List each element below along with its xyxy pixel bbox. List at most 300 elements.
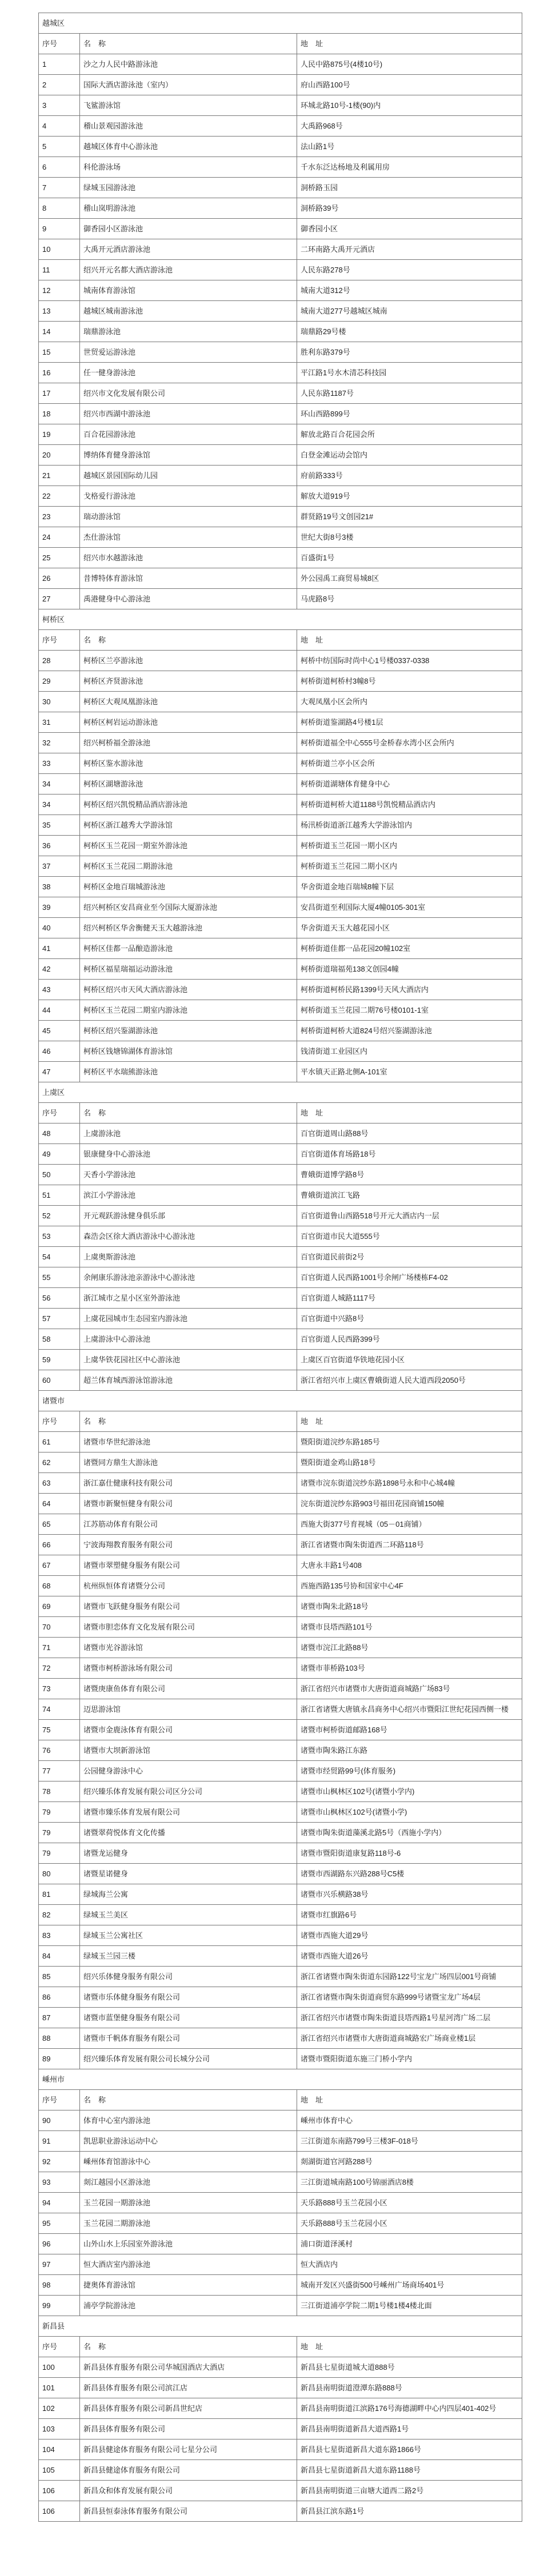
- pool-address: 百盛街1号: [297, 548, 522, 568]
- pool-address: 三江街道城南路100号锦丽酒店8楼: [297, 2172, 522, 2193]
- table-row: [39, 1781, 522, 1802]
- table-row: [39, 1823, 522, 1843]
- pool-address: 三江街道东南路799号三楼3F-018号: [297, 2131, 522, 2152]
- section-row: [39, 2069, 522, 2090]
- table-row: [39, 2213, 522, 2234]
- row-number: 58: [39, 1329, 80, 1350]
- pool-name: 滨江小学游泳池: [80, 1185, 297, 1206]
- pool-name: 柯桥区绍兴凯悦精品酒店游泳池: [80, 795, 297, 815]
- row-number: 31: [39, 712, 80, 733]
- table-row: [39, 1761, 522, 1781]
- row-number: 85: [39, 1967, 80, 1987]
- row-number: 77: [39, 1761, 80, 1781]
- row-number: 62: [39, 1452, 80, 1473]
- pool-address: 平江路1号水木清芯科技园: [297, 363, 522, 383]
- pool-address: 新昌县江滨东路1号: [297, 2501, 522, 2522]
- table-row: [39, 1514, 522, 1535]
- section-title: 越城区: [39, 13, 522, 34]
- pool-address: 浣东街道浣纱东路903号福田花园商铺150幢: [297, 1494, 522, 1514]
- pool-address: 洞桥路39号: [297, 198, 522, 219]
- row-number: 35: [39, 815, 80, 836]
- pool-address: 诸暨市暨阳街道东施三门桥小学内: [297, 2049, 522, 2069]
- row-number: 92: [39, 2152, 80, 2172]
- row-number: 45: [39, 1021, 80, 1041]
- table-row: [39, 1864, 522, 1884]
- table-row: [39, 1288, 522, 1309]
- table-row: [39, 301, 522, 322]
- pool-name: 柯桥区钱塘锦湖体育游泳馆: [80, 1041, 297, 1062]
- pool-address: 法山路1号: [297, 137, 522, 157]
- pool-table: [38, 13, 522, 2522]
- pool-address: 诸暨市陶朱路江东路: [297, 1740, 522, 1761]
- table-row: [39, 383, 522, 404]
- row-number: 6: [39, 157, 80, 178]
- row-number: 48: [39, 1124, 80, 1144]
- table-row: [39, 795, 522, 815]
- pool-name: 玉兰花园二期游泳池: [80, 2213, 297, 2234]
- pool-name: 诸暨市光谷游泳馆: [80, 1638, 297, 1658]
- pool-address: 环山西路899号: [297, 404, 522, 424]
- pool-address: 诸暨市菲桥路103号: [297, 1658, 522, 1679]
- pool-address: 诸暨市陶朱街道藻溪北路5号（西施小学内）: [297, 1823, 522, 1843]
- section-row: [39, 1391, 522, 1411]
- pool-address: 百官街道人民西路399号: [297, 1329, 522, 1350]
- row-number: 3: [39, 95, 80, 116]
- pool-address: 嵊州市体育中心: [297, 2110, 522, 2131]
- pool-address: 大禹路968号: [297, 116, 522, 137]
- pool-name: 柯桥区兰亭游泳池: [80, 651, 297, 671]
- row-number: 60: [39, 1370, 80, 1391]
- pool-name: 世贸爱运游泳池: [80, 342, 297, 363]
- table-row: [39, 1843, 522, 1864]
- header-address: 地 址: [297, 1103, 522, 1124]
- pool-name: 上虞花园城市生态园室内游泳池: [80, 1309, 297, 1329]
- pool-name: 柯桥区鉴水游泳池: [80, 753, 297, 774]
- pool-address: 天乐路888号玉兰花园小区: [297, 2213, 522, 2234]
- row-number: 11: [39, 260, 80, 280]
- row-number: 82: [39, 1905, 80, 1925]
- table-row: [39, 692, 522, 712]
- pool-address: 胜利东路379号: [297, 342, 522, 363]
- table-row: [39, 507, 522, 527]
- row-number: 105: [39, 2460, 80, 2481]
- header-row: [39, 34, 522, 54]
- table-row: [39, 404, 522, 424]
- pool-address: 百官街道人民西路1001号余闸广场楼栋F4-02: [297, 1267, 522, 1288]
- pool-name: 新昌县体育服务有限公司滨江店: [80, 2378, 297, 2398]
- table-row: [39, 815, 522, 836]
- table-row: [39, 157, 522, 178]
- table-row: [39, 2172, 522, 2193]
- table-row: [39, 1370, 522, 1391]
- table-row: [39, 1309, 522, 1329]
- pool-address: 浙江省诸暨市陶朱街道西二环路118号: [297, 1535, 522, 1555]
- pool-name: 剡江越园小区游泳池: [80, 2172, 297, 2193]
- row-number: 91: [39, 2131, 80, 2152]
- table-row: [39, 568, 522, 589]
- pool-address: 暨阳街道金鸡山路18号: [297, 1452, 522, 1473]
- header-address: 地 址: [297, 2090, 522, 2110]
- row-number: 34: [39, 795, 80, 815]
- row-number: 101: [39, 2378, 80, 2398]
- row-number: 33: [39, 753, 80, 774]
- header-number: 序号: [39, 34, 80, 54]
- table-row: [39, 1206, 522, 1226]
- pool-address: 柯桥街道佳都一品花园20幢102室: [297, 938, 522, 959]
- pool-address: 环城北路10号-1楼(90)内: [297, 95, 522, 116]
- row-number: 10: [39, 239, 80, 260]
- pool-name: 诸暨市金鹿泳体育有限公司: [80, 1720, 297, 1740]
- row-number: 19: [39, 424, 80, 445]
- pool-name: 天香小学游泳池: [80, 1165, 297, 1185]
- table-row: [39, 1967, 522, 1987]
- table-row: [39, 466, 522, 486]
- pool-address: 柯桥街道柯桥民路1399号天风大酒店内: [297, 980, 522, 1000]
- section-title: 上虞区: [39, 1082, 522, 1103]
- row-number: 74: [39, 1699, 80, 1720]
- pool-address: 柯桥街道兰亭小区会所: [297, 753, 522, 774]
- pool-name: 山外山水上乐园室外游泳池: [80, 2234, 297, 2254]
- row-number: 24: [39, 527, 80, 548]
- table-row: [39, 1699, 522, 1720]
- pool-address: 新昌县七星街道新昌大道东路1866号: [297, 2439, 522, 2460]
- pool-name: 柯桥区大观凤凰游泳池: [80, 692, 297, 712]
- table-row: [39, 918, 522, 938]
- row-number: 37: [39, 856, 80, 877]
- table-row: [39, 342, 522, 363]
- pool-name: 诸暨市柯桥游泳场有限公司: [80, 1658, 297, 1679]
- header-row: [39, 2337, 522, 2357]
- row-number: 50: [39, 1165, 80, 1185]
- pool-address: 剡湖街道官河路288号: [297, 2152, 522, 2172]
- pool-address: 解放大道919号: [297, 486, 522, 507]
- pool-name: 体育中心室内游泳池: [80, 2110, 297, 2131]
- table-row: [39, 548, 522, 568]
- pool-name: 绍兴柯桥福全游泳池: [80, 733, 297, 753]
- row-number: 103: [39, 2419, 80, 2439]
- table-row: [39, 1884, 522, 1905]
- table-row: [39, 2419, 522, 2439]
- table-row: [39, 280, 522, 301]
- pool-address: 上虞区百官街道华铁地花园小区: [297, 1350, 522, 1370]
- row-number: 56: [39, 1288, 80, 1309]
- table-row: [39, 2460, 522, 2481]
- row-number: 79: [39, 1823, 80, 1843]
- table-row: [39, 239, 522, 260]
- pool-address: 西施大街377号育视城（05－01商铺）: [297, 1514, 522, 1535]
- pool-name: 杭州纵恒体育诸暨分公司: [80, 1576, 297, 1596]
- header-name: 名 称: [80, 2090, 297, 2110]
- pool-address: 新昌县南明街道江滨路176号海德湖畔中心内四层401-402号: [297, 2398, 522, 2419]
- pool-name: 上虞游泳池: [80, 1124, 297, 1144]
- table-row: [39, 424, 522, 445]
- pool-address: 天乐路888号玉兰花园小区: [297, 2193, 522, 2213]
- pool-name: 御香园小区游泳池: [80, 219, 297, 239]
- section-title: 嵊州市: [39, 2069, 522, 2090]
- row-number: 81: [39, 1884, 80, 1905]
- table-row: [39, 2234, 522, 2254]
- table-row: [39, 1720, 522, 1740]
- row-number: 71: [39, 1638, 80, 1658]
- pool-name: 稽山岚明游泳池: [80, 198, 297, 219]
- pool-name: 新昌众和体育发展有限公司: [80, 2481, 297, 2501]
- row-number: 106: [39, 2481, 80, 2501]
- table-row: [39, 95, 522, 116]
- row-number: 47: [39, 1062, 80, 1082]
- table-row: [39, 1925, 522, 1946]
- header-name: 名 称: [80, 630, 297, 651]
- pool-name: 浦亭学院游泳池: [80, 2296, 297, 2316]
- row-number: 64: [39, 1494, 80, 1514]
- pool-address: 诸暨市柯桥街道邮路168号: [297, 1720, 522, 1740]
- pool-address: 府山西路100号: [297, 75, 522, 95]
- pool-name: 柯桥区玉兰花园二期室内游泳池: [80, 1000, 297, 1021]
- pool-name: 绿城玉园游泳池: [80, 178, 297, 198]
- pool-address: 诸暨市西施大道26号: [297, 1946, 522, 1967]
- table-row: [39, 2398, 522, 2419]
- pool-name: 诸暨市臻乐体育发展有限公司: [80, 1802, 297, 1823]
- row-number: 66: [39, 1535, 80, 1555]
- table-row: [39, 1802, 522, 1823]
- pool-address: 城南大道277号越城区城南: [297, 301, 522, 322]
- header-address: 地 址: [297, 630, 522, 651]
- pool-address: 诸暨市西施大道29号: [297, 1925, 522, 1946]
- pool-name: 任一健身游泳池: [80, 363, 297, 383]
- pool-name: 诸暨市翠塑健身服务有限公司: [80, 1555, 297, 1576]
- pool-address: 恒大酒店内: [297, 2254, 522, 2275]
- row-number: 98: [39, 2275, 80, 2296]
- pool-name: 森浩会区徐大酒店游泳中心游泳池: [80, 1226, 297, 1247]
- pool-address: 柯桥街道瑞福苑138文创园4幢: [297, 959, 522, 980]
- pool-list-page: [38, 0, 522, 2527]
- pool-name: 新昌县健途体育服务有限公司七星分公司: [80, 2439, 297, 2460]
- pool-address: 千水东泛达杨地及利属用房: [297, 157, 522, 178]
- row-number: 12: [39, 280, 80, 301]
- pool-name: 诸暨市蓝堡健身服务有限公司: [80, 2008, 297, 2028]
- pool-name: 柯桥区金地百瑞城游泳池: [80, 877, 297, 897]
- table-row: [39, 959, 522, 980]
- section-title: 新昌县: [39, 2316, 522, 2337]
- row-number: 32: [39, 733, 80, 753]
- row-number: 73: [39, 1679, 80, 1699]
- pool-name: 绍兴市水越游泳池: [80, 548, 297, 568]
- pool-address: 安昌街道至利国际大厦4幢0105-301室: [297, 897, 522, 918]
- row-number: 51: [39, 1185, 80, 1206]
- row-number: 76: [39, 1740, 80, 1761]
- pool-name: 新昌县体育服务有限公司: [80, 2419, 297, 2439]
- table-row: [39, 1185, 522, 1206]
- section-title: 柯桥区: [39, 609, 522, 630]
- table-row: [39, 75, 522, 95]
- table-row: [39, 1041, 522, 1062]
- table-row: [39, 1144, 522, 1165]
- table-row: [39, 2110, 522, 2131]
- pool-name: 凯思职业游泳运动中心: [80, 2131, 297, 2152]
- row-number: 26: [39, 568, 80, 589]
- pool-address: 新昌县七星街道城大道888号: [297, 2357, 522, 2378]
- pool-address: 柯桥街道福全中心555号金桥春水湾小区会所内: [297, 733, 522, 753]
- table-row: [39, 733, 522, 753]
- header-name: 名 称: [80, 2337, 297, 2357]
- pool-name: 戈格爱行游泳池: [80, 486, 297, 507]
- row-number: 104: [39, 2439, 80, 2460]
- header-name: 名 称: [80, 1103, 297, 1124]
- row-number: 100: [39, 2357, 80, 2378]
- pool-name: 柯桥区柯岩运动游泳池: [80, 712, 297, 733]
- row-number: 63: [39, 1473, 80, 1494]
- section-row: [39, 1082, 522, 1103]
- row-number: 80: [39, 1864, 80, 1884]
- pool-name: 柯桥区浙江越秀大学游泳馆: [80, 815, 297, 836]
- row-number: 88: [39, 2028, 80, 2049]
- pool-address: 曹娥街道博学路8号: [297, 1165, 522, 1185]
- table-row: [39, 856, 522, 877]
- table-row: [39, 1740, 522, 1761]
- row-number: 38: [39, 877, 80, 897]
- pool-name: 诸暨翠荷悦体育文化传播: [80, 1823, 297, 1843]
- row-number: 40: [39, 918, 80, 938]
- pool-address: 浙江省绍兴市诸暨市大唐街道商城路广场83号: [297, 1679, 522, 1699]
- pool-name: 诸暨龙运健身: [80, 1843, 297, 1864]
- pool-address: 洞桥路玉园: [297, 178, 522, 198]
- pool-name: 绍兴臻乐体育发展有限公司区分公司: [80, 1781, 297, 1802]
- pool-name: 诸暨同方鼎生大游泳池: [80, 1452, 297, 1473]
- pool-name: 嵊州体育馆游泳中心: [80, 2152, 297, 2172]
- row-number: 78: [39, 1781, 80, 1802]
- row-number: 89: [39, 2049, 80, 2069]
- row-number: 90: [39, 2110, 80, 2131]
- row-number: 25: [39, 548, 80, 568]
- row-number: 21: [39, 466, 80, 486]
- pool-address: 百官街道中兴路8号: [297, 1309, 522, 1329]
- pool-address: 诸暨市红旗路6号: [297, 1905, 522, 1925]
- header-address: 地 址: [297, 2337, 522, 2357]
- pool-name: 诸暨市华世纪游泳池: [80, 1432, 297, 1452]
- table-row: [39, 1658, 522, 1679]
- row-number: 14: [39, 322, 80, 342]
- pool-name: 新昌县恒泰泳体育服务有限公司: [80, 2501, 297, 2522]
- row-number: 22: [39, 486, 80, 507]
- table-row: [39, 2378, 522, 2398]
- pool-name: 博纳体育健身游泳馆: [80, 445, 297, 466]
- pool-address: 浙江省绍兴市上虞区曹娥街道人民大道西段2050号: [297, 1370, 522, 1391]
- row-number: 96: [39, 2234, 80, 2254]
- pool-address: 新昌县七星街道新昌大道东路1188号: [297, 2460, 522, 2481]
- pool-name: 诸暨市大坝新游泳馆: [80, 1740, 297, 1761]
- pool-name: 柯桥区玉兰花园二期游泳池: [80, 856, 297, 877]
- row-number: 93: [39, 2172, 80, 2193]
- pool-address: 诸暨市浣江北路88号: [297, 1638, 522, 1658]
- pool-address: 诸暨市艮塔西路101号: [297, 1617, 522, 1638]
- row-number: 99: [39, 2296, 80, 2316]
- pool-address: 浙江省诸暨市陶朱街道商贸东路999号诸暨宝龙广场4层: [297, 1987, 522, 2008]
- pool-address: 新昌县南明街道新昌大道西路1号: [297, 2419, 522, 2439]
- pool-address: 柯桥街道柯桥村3幢8号: [297, 671, 522, 692]
- row-number: 97: [39, 2254, 80, 2275]
- pool-address: 诸暨市山枫林区102号(诸暨小学内): [297, 1781, 522, 1802]
- table-row: [39, 1226, 522, 1247]
- pool-name: 柯桥区佳都一品酿造游泳池: [80, 938, 297, 959]
- row-number: 29: [39, 671, 80, 692]
- pool-name: 绍兴开元名都大酒店游泳池: [80, 260, 297, 280]
- table-row: [39, 651, 522, 671]
- table-row: [39, 1946, 522, 1967]
- pool-address: 群贤路19号文创园21#: [297, 507, 522, 527]
- pool-address: 新昌县南明街道三亩塘大道西二路2号: [297, 2481, 522, 2501]
- pool-address: 诸暨市西湖路东兴路288号C5楼: [297, 1864, 522, 1884]
- pool-address: 瑞鼎路29号楼: [297, 322, 522, 342]
- pool-name: 柯桥区绍兴市天风大酒店游泳池: [80, 980, 297, 1000]
- header-address: 地 址: [297, 34, 522, 54]
- pool-name: 城南体育游泳馆: [80, 280, 297, 301]
- table-row: [39, 137, 522, 157]
- pool-address: 曹娥街道滨江飞路: [297, 1185, 522, 1206]
- pool-address: 大观凤凰小区会所内: [297, 692, 522, 712]
- pool-name: 绍兴柯桥区华舍衡健天玉大越游泳池: [80, 918, 297, 938]
- table-row: [39, 1555, 522, 1576]
- pool-name: 柯桥区玉兰花园一期室外游泳池: [80, 836, 297, 856]
- row-number: 87: [39, 2008, 80, 2028]
- table-row: [39, 1165, 522, 1185]
- table-row: [39, 1576, 522, 1596]
- header-number: 序号: [39, 1103, 80, 1124]
- table-row: [39, 1452, 522, 1473]
- row-number: 94: [39, 2193, 80, 2213]
- pool-address: 百官街道人城路1117号: [297, 1288, 522, 1309]
- row-number: 79: [39, 1843, 80, 1864]
- pool-name: 柯桥区福星瑞福运动游泳池: [80, 959, 297, 980]
- row-number: 23: [39, 507, 80, 527]
- row-number: 83: [39, 1925, 80, 1946]
- row-number: 39: [39, 897, 80, 918]
- table-row: [39, 589, 522, 609]
- table-row: [39, 1535, 522, 1555]
- pool-address: 杨汛桥街道浙江越秀大学游泳馆内: [297, 815, 522, 836]
- pool-name: 杰仕游泳馆: [80, 527, 297, 548]
- table-row: [39, 1473, 522, 1494]
- pool-address: 三江街道浦亭学院二期1号楼1楼4楼北面: [297, 2296, 522, 2316]
- row-number: 53: [39, 1226, 80, 1247]
- table-row: [39, 1021, 522, 1041]
- pool-address: 诸暨市兴乐横路38号: [297, 1884, 522, 1905]
- row-number: 4: [39, 116, 80, 137]
- table-row: [39, 116, 522, 137]
- table-row: [39, 2131, 522, 2152]
- table-row: [39, 2049, 522, 2069]
- header-name: 名 称: [80, 1411, 297, 1432]
- row-number: 52: [39, 1206, 80, 1226]
- pool-name: 新昌县体育服务有限公司新昌世纪店: [80, 2398, 297, 2419]
- pool-address: 钱清街道工业园区内: [297, 1041, 522, 1062]
- pool-name: 越城区体育中心游泳池: [80, 137, 297, 157]
- pool-address: 诸暨市经贸路99号(体育服务): [297, 1761, 522, 1781]
- pool-name: 银康健身中心游泳池: [80, 1144, 297, 1165]
- pool-address: 城南大道312号: [297, 280, 522, 301]
- pool-name: 公园健身游泳中心: [80, 1761, 297, 1781]
- pool-address: 浙江省绍兴市诸暨市陶朱街道艮塔西路1号星河湾广场二层: [297, 2008, 522, 2028]
- row-number: 2: [39, 75, 80, 95]
- pool-name: 百合花园游泳池: [80, 424, 297, 445]
- pool-name: 宁波海翔教育服务有限公司: [80, 1535, 297, 1555]
- pool-name: 新昌县体育服务有限公司华城国酒店大酒店: [80, 2357, 297, 2378]
- row-number: 57: [39, 1309, 80, 1329]
- table-row: [39, 1679, 522, 1699]
- pool-address: 柯桥街道鉴湖路4号楼1层: [297, 712, 522, 733]
- row-number: 9: [39, 219, 80, 239]
- pool-address: 柯桥街道柯桥大道824号绍兴鉴湖游泳池: [297, 1021, 522, 1041]
- pool-address: 解放北路百合花园会所: [297, 424, 522, 445]
- table-row: [39, 1124, 522, 1144]
